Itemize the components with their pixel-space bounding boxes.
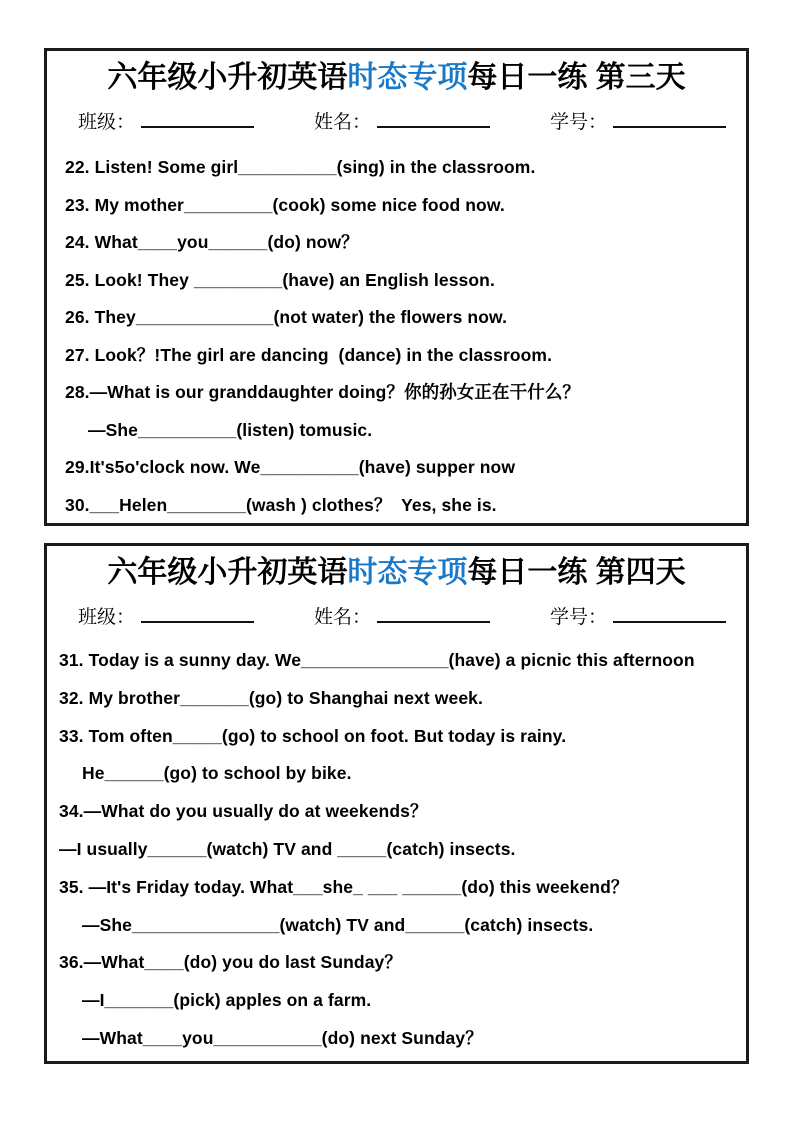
question-line: 22. Listen! Some girl__________(sing) in the classroom. — [65, 157, 536, 177]
question-list-day4 — [47, 642, 746, 1058]
question-line: 29.It's5o'clock now. We__________(have) supper now — [65, 457, 516, 477]
title-text-suffix: 每日一练 第四天 — [467, 556, 686, 589]
student-id-blank-line — [613, 618, 726, 623]
question-line: 31. Today is a sunny day. We_______________(have) a picnic this afternoon — [59, 650, 695, 670]
title-text-suffix: 每日一练 第三天 — [467, 61, 686, 94]
question-line: 28.—What is our granddaughter doing？你的孙女正在干什么？ — [65, 382, 581, 402]
question-line: —What____you___________(do) next Sunday？ — [82, 1027, 483, 1048]
student-info-row — [47, 111, 746, 135]
class-blank-line — [141, 618, 254, 623]
class-blank-line — [141, 123, 254, 128]
name-blank-line — [377, 618, 490, 623]
question-line: 24. What____you______(do) now？ — [65, 232, 359, 252]
question-line: 35. —It's Friday today. What___she_ ___ ______(do) this weekend？ — [59, 876, 629, 897]
title-text-prefix: 六年级小升初英语 — [107, 61, 348, 94]
question-line: 27. Look？!The girl are dancing (dance) in the classroom. — [65, 344, 553, 365]
name-field — [314, 606, 490, 630]
title-highlight: 时态专项 — [347, 61, 468, 94]
class-field — [78, 111, 254, 135]
question-line: —I_______(pick) apples on a farm. — [82, 990, 372, 1011]
class-label: 班级： — [78, 112, 136, 133]
class-label: 班级： — [78, 607, 136, 628]
question-line: He______(go) to school by bike. — [82, 763, 352, 784]
worksheet-day3 — [44, 48, 749, 526]
name-label: 姓名： — [313, 607, 371, 628]
name-label: 姓名： — [313, 112, 371, 133]
title-text-prefix: 六年级小升初英语 — [107, 556, 348, 589]
student-id-field — [550, 111, 726, 135]
question-list-day3 — [47, 149, 746, 524]
student-id-field — [550, 606, 726, 630]
student-id-blank-line — [613, 123, 726, 128]
question-line: 33. Tom often_____(go) to school on foot. But today is rainy. — [59, 725, 567, 746]
worksheet-title — [53, 555, 740, 591]
student-info-row — [47, 606, 746, 630]
name-blank-line — [377, 123, 490, 128]
title-highlight: 时态专项 — [347, 556, 468, 589]
question-line: 34.—What do you usually do at weekends？ — [59, 801, 428, 822]
student-id-label: 学号： — [549, 607, 607, 628]
question-line: —She_______________(watch) TV and______(catch) insects. — [82, 914, 594, 935]
question-line: 26. They______________(not water) the flowers now. — [65, 307, 508, 327]
worksheet-title — [53, 60, 740, 96]
question-line: —She__________(listen) tomusic. — [88, 419, 373, 440]
question-line: 30.___Helen________(wash ) clothes？ Yes, she is. — [65, 494, 497, 515]
question-line: 23. My mother_________(cook) some nice food now. — [65, 194, 505, 215]
student-id-label: 学号： — [549, 112, 607, 133]
name-field — [314, 111, 490, 135]
question-line: 36.—What____(do) you do last Sunday？ — [59, 952, 402, 973]
question-line: 25. Look! They _________(have) an English lesson. — [65, 269, 495, 290]
worksheet-day4 — [44, 543, 749, 1064]
class-field — [78, 606, 254, 630]
question-line: 32. My brother_______(go) to Shanghai next week. — [59, 687, 483, 708]
question-line: —I usually______(watch) TV and _____(catch) insects. — [59, 838, 516, 859]
